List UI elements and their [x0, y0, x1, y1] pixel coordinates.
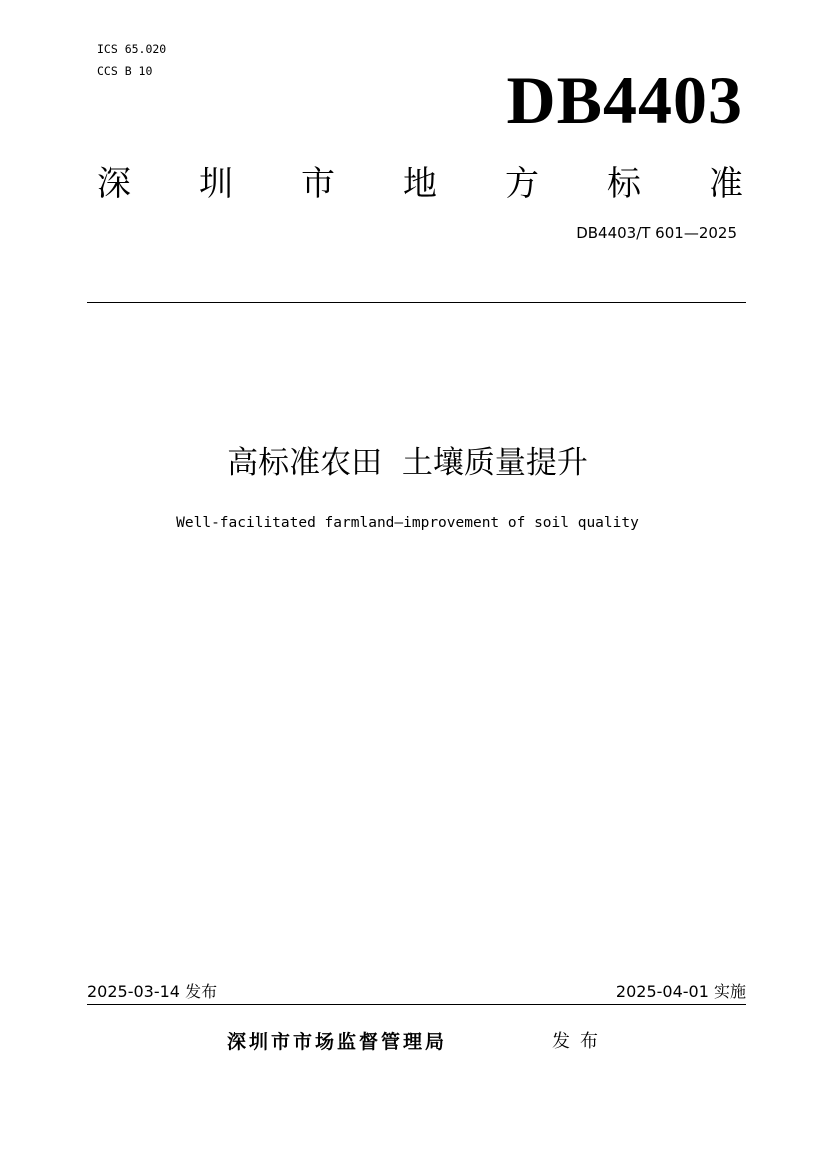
document-type-char: 方: [505, 163, 539, 204]
issue-label: 发布: [552, 1031, 608, 1052]
ccs-code: CCS B 10: [97, 64, 153, 78]
document-type-char: 圳: [199, 163, 233, 204]
ics-code: ICS 65.020: [97, 42, 167, 56]
document-type-char: 标: [607, 163, 641, 204]
issuing-authority: 深圳市市场监督管理局: [227, 1031, 448, 1053]
standard-mark: DB4403: [506, 62, 743, 138]
document-type-char: 地: [403, 163, 437, 204]
header-divider: [87, 302, 746, 303]
document-type-char: 准: [709, 163, 743, 204]
standard-number: DB4403/T 601—2025: [576, 224, 737, 242]
issue-date: 2025-03-14 发布: [87, 982, 218, 1001]
title-english: Well-facilitated farmland—improvement of soil quality: [176, 515, 639, 531]
document-type-char: 市: [301, 163, 335, 204]
implementation-date: 2025-04-01 实施: [615, 982, 746, 1001]
document-type-char: 深: [97, 163, 131, 204]
title-chinese: 高标准农田 土壤质量提升: [227, 445, 588, 481]
footer-divider: [87, 1004, 746, 1005]
document-type: [97, 156, 743, 204]
